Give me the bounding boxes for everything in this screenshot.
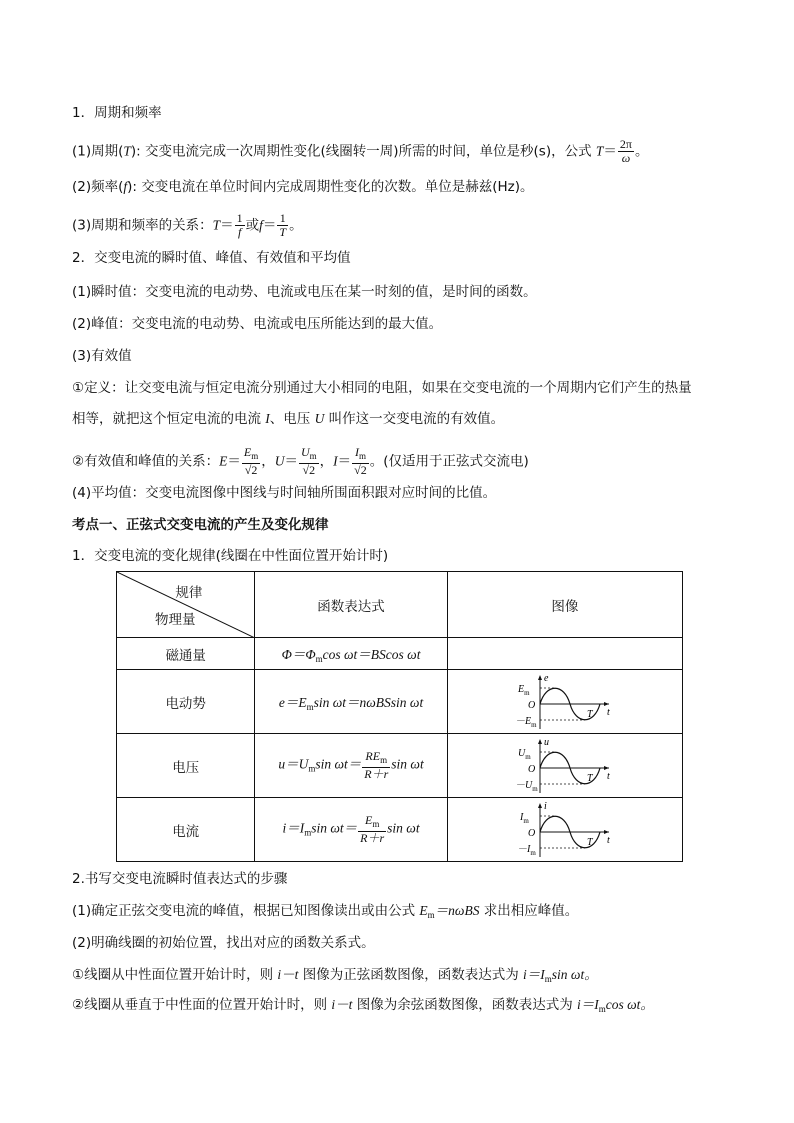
eff-u: U <box>274 453 285 469</box>
relation-num1: 1 <box>236 211 243 225</box>
eff-comma1: ， <box>261 453 275 470</box>
definition-var-u: U <box>314 411 325 426</box>
graph-period: T <box>586 772 593 784</box>
graph-axis-x: t <box>606 706 610 718</box>
definition-text-a: 相等，就把这个恒定电流的电流 <box>72 411 266 427</box>
row-expr: $u=U_m\sin$ ωt＝ $\frac{RE_m}{R+r}$ sin ωt <box>255 734 447 798</box>
graph-origin: O <box>527 699 536 711</box>
peak-value: (2)峰值：交变电流的电动势、电流或电压所能达到的最大值。 <box>72 316 443 332</box>
step2-line: (2)明确线圈的初始位置，找出对应的函数关系式。 <box>72 935 375 951</box>
period-lhs: T <box>595 143 604 159</box>
header-expr: 函数表达式 <box>255 572 447 638</box>
case1-formula: $i=I_m\sin$ ωt。 <box>523 967 598 984</box>
effective-heading: (3)有效值 <box>72 348 132 364</box>
instant-value: (1)瞬时值：交变电流的电动势、电流或电压在某一时刻的值，是时间的函数。 <box>72 284 537 300</box>
case2-var: i－t <box>331 997 353 1012</box>
eff-frac-e-num: $E_m$ <box>242 446 260 464</box>
eff-eq1: ＝ <box>227 453 241 470</box>
eff-frac-u-num: $U_m$ <box>299 446 319 464</box>
period-eq: ＝ <box>603 143 617 160</box>
period-frac-num: 2π <box>619 137 632 151</box>
graph-neg-peak: $-I_m$ <box>516 843 536 857</box>
row-graph <box>447 798 682 862</box>
table-row <box>117 734 683 798</box>
relation-frac1 <box>235 212 245 239</box>
row-expr-fraction: $\frac{E_m}{R+r}$ <box>360 813 385 845</box>
eff-frac-i <box>352 446 369 477</box>
period-text: ): 交变电流完成一次周期性变化(线圈转一周)所需的时间，单位是秒(s)，公式 <box>130 143 596 160</box>
eff-comma2: ， <box>319 453 334 470</box>
header-graph: 图像 <box>447 572 682 638</box>
row-graph <box>447 670 682 734</box>
frequency-text: ): 交变电流在单位时间内完成周期性变化的次数。单位是赫兹(Hz)。 <box>127 179 534 195</box>
eff-e: E <box>219 453 228 469</box>
row-name: 电压 <box>117 734 255 798</box>
relation-eq1: ＝ <box>220 217 234 234</box>
step1-line: (1)确定正弦交变电流的峰值，根据已知图像读出或由公式 $E_m=n\omega BS$ 求出相应峰值。 <box>72 903 579 920</box>
row-name: 电动势 <box>117 670 255 734</box>
definition-line1: ①定义：让交变电流与恒定电流分别通过大小相同的电阻，如果在交变电流的一个周期内它们产生的热量 <box>72 380 692 396</box>
case1-line: ①线圈从中性面位置开始计时，则 i－t 图像为正弦函数图像，函数表达式为 $i=I_m\sin$ ωt。 <box>72 967 598 984</box>
steps-heading: 2.书写交变电流瞬时值表达式的步骤 <box>72 871 288 887</box>
relation-num2: 1 <box>277 212 288 226</box>
row-expr: $\Phi=\Phi_m\cos$ ωt＝BScos ωt <box>255 638 447 670</box>
row-graph <box>447 734 682 798</box>
relation-eq2: ＝ <box>262 217 277 234</box>
eff-i: I <box>333 453 338 469</box>
frequency-line <box>72 178 734 196</box>
graph-axis-x: t <box>606 834 610 846</box>
graph-neg-peak: $-U_m$ <box>514 779 538 793</box>
relation-den1: f <box>237 225 242 239</box>
relation-or: 或 <box>245 217 260 234</box>
frequency-var: f <box>123 179 128 194</box>
corner-bottom-label: 物理量 <box>155 612 196 628</box>
row-name: 电流 <box>117 798 255 862</box>
row-expr-fraction: $\frac{RE_m}{R+r}$ <box>364 749 389 781</box>
relation-den2: T <box>279 225 287 239</box>
eff-frac-i-den: √2 <box>354 463 367 477</box>
graph-axis-y: i <box>543 800 547 812</box>
eff-frac-e <box>242 446 260 477</box>
row-expr: $e=E_m\sin$ ωt＝nωBSsin ωt <box>255 670 447 734</box>
frequency-prefix: (2)频率( <box>72 179 124 195</box>
average-value: (4)平均值：交变电流图像中图线与时间轴所围面积跟对应时间的比值。 <box>72 485 497 501</box>
graph-neg-peak: $-E_m$ <box>514 715 537 729</box>
section2-heading: 2．交变电流的瞬时值、峰值、有效值和平均值 <box>72 250 351 266</box>
case2-line: ②线圈从垂直于中性面的位置开始计时，则 i－t 图像为余弦函数图像，函数表达式为 $i=I_m\cos$ ωt。 <box>72 997 654 1014</box>
definition-text-c: 叫作这一交变电流的有效值。 <box>324 411 505 427</box>
relation-end: 。 <box>289 217 303 234</box>
definition-text-b: 、电压 <box>269 411 315 427</box>
graph-origin: O <box>527 827 536 839</box>
period-fraction <box>618 138 634 165</box>
exam-point-heading: 考点一、正弦式交变电流的产生及变化规律 <box>72 517 329 533</box>
case1-var: i－t <box>277 967 299 982</box>
table-header-row <box>117 572 683 638</box>
eff-frac-i-num: $I_m$ <box>352 446 369 464</box>
table-heading: 1．交变电流的变化规律(线圈在中性面位置开始计时) <box>72 548 389 564</box>
relation-f: f <box>259 217 263 233</box>
eff-frac-u <box>299 446 319 477</box>
period-frac-den: ω <box>621 151 631 165</box>
table-row <box>117 670 683 734</box>
relation-frac2 <box>277 212 288 239</box>
graph-period: T <box>586 836 593 848</box>
section1-heading: 1．周期和频率 <box>72 105 162 121</box>
relation-line <box>72 212 734 239</box>
corner-top-label: 规律 <box>175 585 203 601</box>
ac-rules-table <box>116 571 683 862</box>
eff-eq3: ＝ <box>337 453 352 470</box>
graph-peak: $U_m$ <box>517 747 531 761</box>
sine-graph-voltage <box>515 737 615 795</box>
period-end: 。 <box>634 143 649 160</box>
relation-t: T <box>212 217 221 233</box>
eff-relation-prefix: ②有效值和峰值的关系： <box>72 453 220 470</box>
sine-graph-emf <box>515 673 615 731</box>
period-prefix: (1)周期( <box>72 143 124 160</box>
sine-graph-current <box>515 801 615 859</box>
period-var: T <box>123 143 131 159</box>
row-graph-empty <box>447 638 682 670</box>
eff-frac-u-den: √2 <box>302 463 316 477</box>
graph-axis-y: e <box>543 672 549 684</box>
graph-axis-y: u <box>543 736 549 748</box>
graph-period: T <box>586 708 593 720</box>
eff-eq2: ＝ <box>284 453 298 470</box>
relation-prefix: (3)周期和频率的关系： <box>72 217 213 234</box>
row-expr: $i=I_m\sin$ ωt＝ $\frac{E_m}{R+r}$ sin ωt <box>255 798 447 862</box>
eff-frac-e-den: √2 <box>244 463 258 477</box>
definition-line2 <box>72 410 734 428</box>
effective-relation-line <box>72 446 734 477</box>
eff-relation-end: 。(仅适用于正弦式交流电) <box>369 453 529 470</box>
graph-origin: O <box>527 763 536 775</box>
table-row <box>117 798 683 862</box>
corner-cell <box>117 572 255 638</box>
row-name: 磁通量 <box>117 638 255 670</box>
step1-formula: $E_m=n\omega BS$ <box>419 903 480 920</box>
graph-axis-x: t <box>606 770 610 782</box>
definition-var-i: I <box>265 411 270 426</box>
graph-peak: $E_m$ <box>517 683 530 697</box>
period-line <box>72 138 734 165</box>
graph-peak: $I_m$ <box>519 811 529 825</box>
table-row <box>117 638 683 670</box>
case2-formula: $i=I_m\cos$ ωt。 <box>577 997 654 1014</box>
